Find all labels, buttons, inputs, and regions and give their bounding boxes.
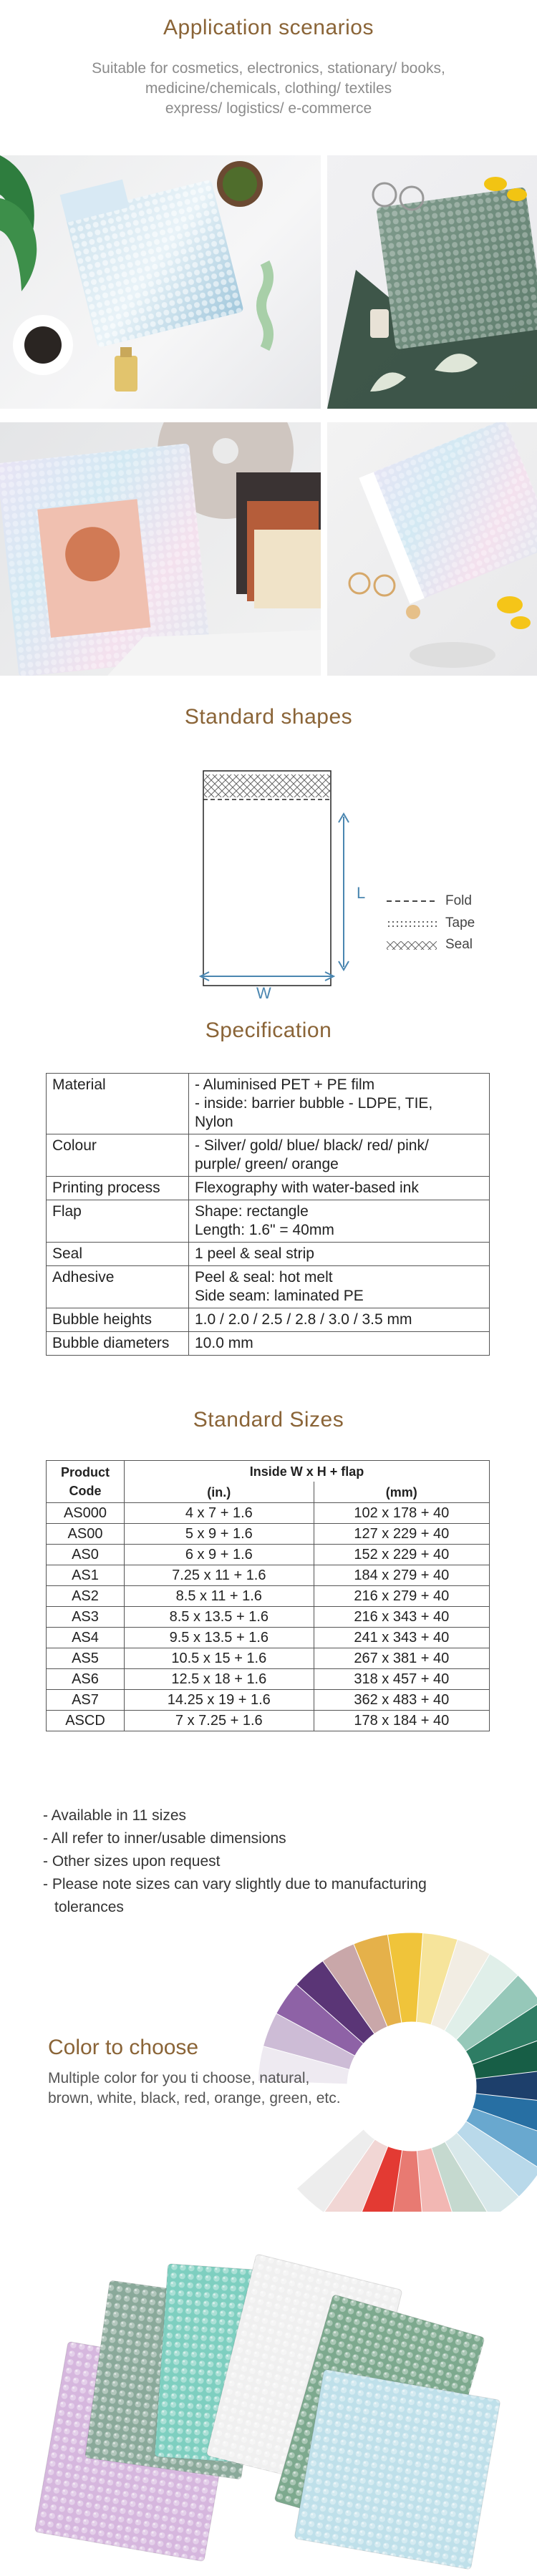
size-inches: 12.5 x 18 + 1.6 bbox=[125, 1669, 314, 1690]
size-inches: 8.5 x 13.5 + 1.6 bbox=[125, 1607, 314, 1628]
scene-photo-holographic-jewelry bbox=[327, 422, 537, 676]
table-row bbox=[47, 1648, 490, 1669]
size-code: AS0 bbox=[47, 1545, 125, 1565]
size-inches: 7.25 x 11 + 1.6 bbox=[125, 1565, 314, 1586]
size-code: AS4 bbox=[47, 1628, 125, 1648]
size-mm: 184 x 279 + 40 bbox=[314, 1565, 489, 1586]
application-intro bbox=[43, 59, 494, 119]
spec-value bbox=[189, 1332, 490, 1356]
spec-line: Nylon bbox=[195, 1114, 233, 1130]
color-text-line: Multiple color for you ti choose, natural, bbox=[48, 2070, 310, 2086]
size-mm: 178 x 184 + 40 bbox=[314, 1711, 489, 1731]
table-row bbox=[47, 1586, 490, 1607]
size-inches: 4 x 7 + 1.6 bbox=[125, 1503, 314, 1524]
size-code: AS3 bbox=[47, 1607, 125, 1628]
size-code: AS5 bbox=[47, 1648, 125, 1669]
size-code: ASCD bbox=[47, 1711, 125, 1731]
legend-tape-swatch bbox=[387, 920, 437, 928]
sizes-title: Standard Sizes bbox=[193, 1408, 344, 1432]
application-title: Application scenarios bbox=[163, 16, 374, 39]
intro-line: express/ logistics/ e-commerce bbox=[165, 100, 372, 117]
table-row bbox=[47, 1308, 490, 1332]
note-line: - All refer to inner/usable dimensions bbox=[43, 1830, 286, 1847]
colored-mailers-photo bbox=[0, 2233, 537, 2570]
size-code: AS2 bbox=[47, 1586, 125, 1607]
note-line: - Other sizes upon request bbox=[43, 1853, 221, 1870]
size-inches: 7 x 7.25 + 1.6 bbox=[125, 1711, 314, 1731]
spec-line: 1 peel & seal strip bbox=[195, 1245, 314, 1262]
size-mm: 216 x 279 + 40 bbox=[314, 1586, 489, 1607]
spec-value bbox=[189, 1200, 490, 1243]
spec-label: Bubble heights bbox=[47, 1308, 189, 1332]
size-mm: 241 x 343 + 40 bbox=[314, 1628, 489, 1648]
scene-illustration bbox=[0, 422, 321, 676]
spec-line: Peel & seal: hot melt bbox=[195, 1269, 333, 1285]
table-row bbox=[47, 1074, 490, 1134]
legend-seal-swatch bbox=[387, 941, 437, 950]
spec-line: - Silver/ gold/ blue/ black/ red/ pink/ bbox=[195, 1137, 429, 1154]
table-header-row bbox=[47, 1461, 490, 1482]
mailer-dimension-diagram bbox=[0, 748, 537, 1006]
size-code: AS00 bbox=[47, 1524, 125, 1545]
spec-label: Material bbox=[47, 1074, 189, 1134]
seal-area bbox=[204, 774, 330, 797]
legend-fold: Fold bbox=[445, 893, 472, 908]
note-line: - Please note sizes can vary slightly due to manufacturing bbox=[43, 1876, 427, 1892]
spec-label: Printing process bbox=[47, 1177, 189, 1200]
spec-line: Length: 1.6" = 40mm bbox=[195, 1222, 334, 1238]
header-product-code: Product Code bbox=[47, 1461, 125, 1503]
size-inches: 10.5 x 15 + 1.6 bbox=[125, 1648, 314, 1669]
spec-line: purple/ green/ orange bbox=[195, 1156, 339, 1172]
size-code: AS1 bbox=[47, 1565, 125, 1586]
legend-seal: Seal bbox=[445, 937, 473, 952]
spec-line: - Aluminised PET + PE film bbox=[195, 1076, 375, 1093]
shapes-title: Standard shapes bbox=[184, 705, 353, 729]
spec-label: Colour bbox=[47, 1134, 189, 1177]
size-notes bbox=[43, 1804, 501, 1919]
color-text-line: brown, white, black, red, orange, green, etc. bbox=[48, 2090, 341, 2106]
spec-value bbox=[189, 1177, 490, 1200]
table-row bbox=[47, 1243, 490, 1266]
spec-value bbox=[189, 1266, 490, 1308]
size-inches: 9.5 x 13.5 + 1.6 bbox=[125, 1628, 314, 1648]
spec-line: - inside: barrier bubble - LDPE, TIE, bbox=[195, 1095, 433, 1112]
size-code: AS000 bbox=[47, 1503, 125, 1524]
table-row bbox=[47, 1545, 490, 1565]
size-mm: 127 x 229 + 40 bbox=[314, 1524, 489, 1545]
table-row bbox=[47, 1628, 490, 1648]
table-row bbox=[47, 1332, 490, 1356]
size-inches: 5 x 9 + 1.6 bbox=[125, 1524, 314, 1545]
table-row bbox=[47, 1711, 490, 1731]
size-mm: 216 x 343 + 40 bbox=[314, 1607, 489, 1628]
spec-line: Side seam: laminated PE bbox=[195, 1288, 364, 1304]
table-row bbox=[47, 1565, 490, 1586]
spec-value bbox=[189, 1134, 490, 1177]
spec-label: Adhesive bbox=[47, 1266, 189, 1308]
spec-value bbox=[189, 1243, 490, 1266]
header-inside: Inside W x H + flap bbox=[125, 1461, 490, 1482]
intro-line: Suitable for cosmetics, electronics, stationary/ books, bbox=[92, 60, 445, 77]
length-label: L bbox=[357, 884, 366, 902]
mailer-outline bbox=[203, 771, 331, 986]
size-mm: 318 x 457 + 40 bbox=[314, 1669, 489, 1690]
table-row bbox=[47, 1200, 490, 1243]
spec-line: Shape: rectangle bbox=[195, 1203, 309, 1220]
color-description bbox=[48, 2069, 392, 2109]
size-inches: 6 x 9 + 1.6 bbox=[125, 1545, 314, 1565]
spec-line: 10.0 mm bbox=[195, 1335, 253, 1351]
scene-photo-green-mailer bbox=[327, 155, 537, 409]
note-line: - Available in 11 sizes bbox=[43, 1807, 187, 1824]
table-row bbox=[47, 1266, 490, 1308]
size-mm: 102 x 178 + 40 bbox=[314, 1503, 489, 1524]
size-inches: 8.5 x 11 + 1.6 bbox=[125, 1586, 314, 1607]
size-mm: 152 x 229 + 40 bbox=[314, 1545, 489, 1565]
spec-line: Flexography with water-based ink bbox=[195, 1180, 419, 1196]
size-code: AS7 bbox=[47, 1690, 125, 1711]
header-mm: (mm) bbox=[314, 1482, 489, 1503]
spec-value bbox=[189, 1074, 490, 1134]
specification-table bbox=[46, 1073, 490, 1356]
header-inches: (in.) bbox=[125, 1482, 314, 1503]
table-row bbox=[47, 1669, 490, 1690]
size-code: AS6 bbox=[47, 1669, 125, 1690]
scene-illustration bbox=[327, 155, 537, 409]
size-inches: 14.25 x 19 + 1.6 bbox=[125, 1690, 314, 1711]
scene-photo-holographic-cd bbox=[0, 422, 321, 676]
table-row bbox=[47, 1134, 490, 1177]
legend-tape: Tape bbox=[445, 915, 475, 930]
spec-line: 1.0 / 2.0 / 2.5 / 2.8 / 3.0 / 3.5 mm bbox=[195, 1311, 412, 1328]
specification-title: Specification bbox=[205, 1019, 332, 1042]
size-mm: 362 x 483 + 40 bbox=[314, 1690, 489, 1711]
bubble-mailer bbox=[294, 2369, 500, 2570]
spec-label: Bubble diameters bbox=[47, 1332, 189, 1356]
intro-line: medicine/chemicals, clothing/ textiles bbox=[145, 80, 392, 97]
color-title: Color to choose bbox=[48, 2036, 199, 2059]
size-mm: 267 x 381 + 40 bbox=[314, 1648, 489, 1669]
note-line: tolerances bbox=[54, 1899, 124, 1915]
table-row bbox=[47, 1177, 490, 1200]
spec-label: Seal bbox=[47, 1243, 189, 1266]
table-row bbox=[47, 1690, 490, 1711]
scene-photo-mailer-coffee bbox=[0, 155, 321, 409]
scene-illustration bbox=[0, 155, 321, 409]
table-row bbox=[47, 1503, 490, 1524]
width-label: W bbox=[256, 984, 271, 1002]
spec-value bbox=[189, 1308, 490, 1332]
table-row bbox=[47, 1524, 490, 1545]
sizes-table bbox=[46, 1460, 490, 1731]
table-row bbox=[47, 1607, 490, 1628]
spec-label: Flap bbox=[47, 1200, 189, 1243]
scene-illustration bbox=[327, 422, 537, 676]
shape-diagram bbox=[0, 748, 537, 1006]
